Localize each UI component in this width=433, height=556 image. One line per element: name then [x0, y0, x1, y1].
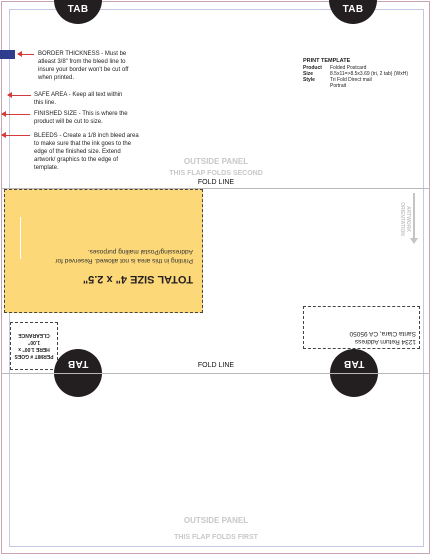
template-heading: PRINT TEMPLATE — [303, 58, 351, 64]
tab-label: TAB — [67, 358, 89, 369]
border-thickness-marker — [0, 50, 15, 59]
info-key: Size — [303, 71, 314, 77]
legend-bleeds: BLEEDS - Create a 1/8 inch bleed area to make sure that the ink goes to the edge of the finished size. Extend artwork/ graphics to the edge of template. — [34, 133, 139, 171]
return-address-line1: 1234 Return Address — [354, 338, 416, 345]
fold-line-bottom — [1, 373, 430, 374]
tab-label: TAB — [67, 4, 89, 15]
info-key: Product — [303, 65, 322, 71]
info-key: Style — [303, 77, 315, 83]
fold-line-label-bottom: FOLD LINE — [197, 362, 235, 369]
orientation-arrow-icon — [413, 193, 415, 240]
info-value: Portrait — [330, 83, 347, 89]
arrow-icon — [18, 54, 34, 55]
address-area-content — [19, 217, 193, 287]
return-address-line2: Santa Clara, CA 95050 — [349, 330, 416, 337]
legend-safe-area: SAFE AREA - Keep all text within this line. — [34, 92, 123, 106]
info-value: 8.5x11=>8.5x3.69 (tri, 2 tab) (WxH) — [330, 71, 408, 77]
top-panel-subtitle: THIS FLAP FOLDS SECOND — [169, 170, 263, 177]
return-address-box — [303, 306, 420, 349]
bottom-panel-title: OUTSIDE PANEL — [183, 516, 249, 525]
tab-label: TAB — [343, 358, 365, 369]
inner-rule — [20, 217, 21, 259]
info-value: Folded Postcard — [330, 65, 367, 71]
fold-line-label-top: FOLD LINE — [197, 179, 235, 186]
top-panel-title: OUTSIDE PANEL — [183, 157, 249, 166]
address-area — [4, 189, 203, 313]
return-address-content — [308, 311, 416, 345]
legend-finished-size: FINISHED SIZE - This is where the product will be cut to size. — [34, 111, 128, 125]
bottom-panel-subtitle: THIS FLAP FOLDS FIRST — [174, 534, 258, 541]
info-value: Tri Fold Direct mail — [330, 77, 372, 83]
arrow-icon — [2, 114, 30, 115]
total-size-label: TOTAL SIZE 4" x 2.5" — [82, 273, 193, 285]
tab-label: TAB — [342, 4, 364, 15]
legend-border-thickness: BORDER THICKNESS - Must be atleast 3/8" from the bleed line to insure your border won't be cut off when printed. — [38, 51, 129, 81]
arrow-icon — [2, 135, 30, 136]
template-info — [303, 58, 428, 89]
info-key — [303, 83, 330, 89]
artwork-orientation-text: ARTWORK ORIENTATION — [399, 202, 411, 236]
permit-text: PERMIT # GOES HERE 1.00" x 1.00" CLEARANCE — [14, 332, 54, 359]
info-row — [303, 83, 428, 89]
arrow-icon — [8, 95, 31, 96]
permit-box — [10, 322, 58, 370]
address-area-note: Printing in this area is not allowed. Reserved for Addressing/Postal mailing purposes. — [55, 248, 193, 264]
